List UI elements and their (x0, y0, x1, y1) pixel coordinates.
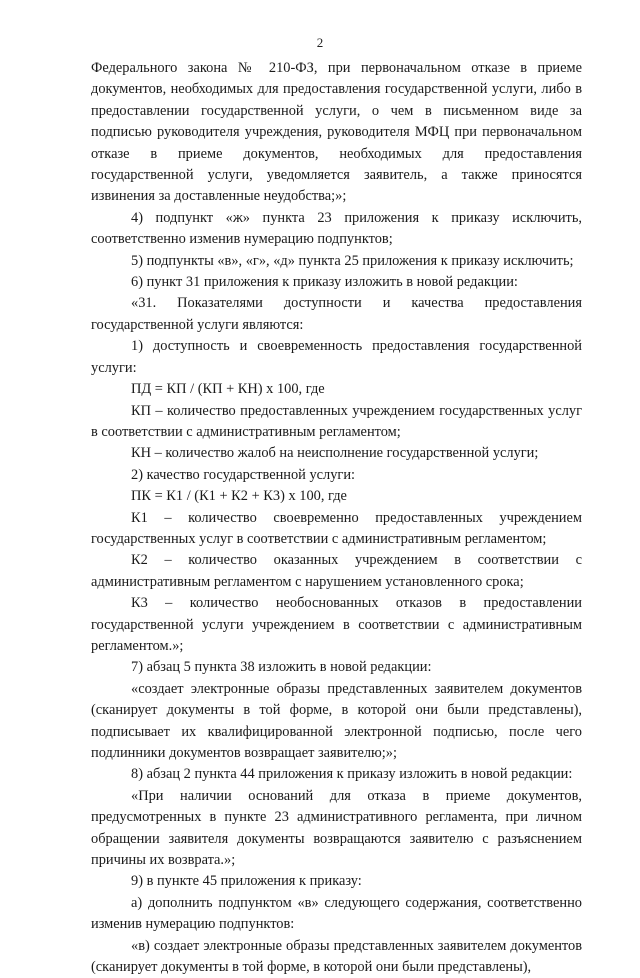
paragraph-item-4: 4) подпункт «ж» пункта 23 приложения к приказу исключить, соответственно изменив нумерацию подпунктов; (91, 209, 582, 248)
definition-k1: К1 – количество своевременно предоставленных учреждением государственных услуг в соответствии с административным регламентом; (91, 509, 582, 547)
definition-kp: КП – количество предоставленных учреждением государственных услуг в соответствии с административным регламентом; (91, 402, 582, 440)
page-number: 2 (316, 35, 324, 50)
paragraph-point-31: «31. Показателями доступности и качества предоставления государственной услуги являются: (91, 295, 582, 333)
paragraph-item-9: 9) в пункте 45 приложения к приказу: (131, 873, 362, 890)
paragraph-continuation: Федерального закона № 210-ФЗ, при первоначальном отказе в приеме документов, необходимых для предоставления государственной услуги, либо в предоставлении государственной услуги, о чем в письменном виде за подписью руководителя учреждения, руководителя МФЦ при первоначальном отказе в приеме документов, необходимых для предоставления государственной услуги, уведомляется заявитель, а также приносятся извинения за доставленные неудобства;»; (91, 60, 582, 205)
quote-item-8: «При наличии оснований для отказа в приеме документов, предусмотренных в пункте 23 административного регламента, при личном обращении заявителя документы возвращаются заявителю с разъяснением причины их возврата.»; (91, 787, 582, 869)
paragraph-item-9a: а) дополнить подпунктом «в» следующего содержания, соответственно изменив нумерацию подпунктов: (91, 894, 582, 933)
formula-pd: ПД = КП / (КП + КН) х 100, где (131, 381, 325, 398)
paragraph-item-5: 5) подпункты «в», «г», «д» пункта 25 приложения к приказу исключить; (131, 252, 574, 269)
definition-kn: КН – количество жалоб на неисполнение государственной услуги; (131, 445, 539, 462)
quote-item-9a: «в) создает электронные образы представленных заявителем документов (сканирует документы в той форме, в которой они были представлены), (91, 937, 582, 976)
paragraph-item-8: 8) абзац 2 пункта 44 приложения к приказу изложить в новой редакции: (131, 766, 573, 783)
definition-k2: К2 – количество оказанных учреждением в соответствии с административным регламентом с нарушением установленного срока; (91, 552, 582, 590)
paragraph-item-7: 7) абзац 5 пункта 38 изложить в новой редакции: (131, 659, 432, 676)
document-body (91, 58, 582, 978)
paragraph-item-6: 6) пункт 31 приложения к приказу изложить в новой редакции: (131, 274, 518, 291)
paragraph-quality: 2) качество государственной услуги: (131, 466, 356, 483)
quote-item-7: «создает электронные образы представленных заявителем документов (сканирует документы в той форме, в которой они были представлены), подписывает их квалифицированной электронной подписью, после чего подлинники документов возвращает заявителю;»; (91, 680, 582, 761)
formula-pk: ПК = К1 / (К1 + К2 + К3) х 100, где (131, 488, 347, 505)
definition-k3: К3 – количество необоснованных отказов в предоставлении государственной услуги учреждением в соответствии с административным регламентом.»; (91, 595, 582, 654)
paragraph-accessibility: 1) доступность и своевременность предоставления государственной услуги: (91, 338, 582, 376)
